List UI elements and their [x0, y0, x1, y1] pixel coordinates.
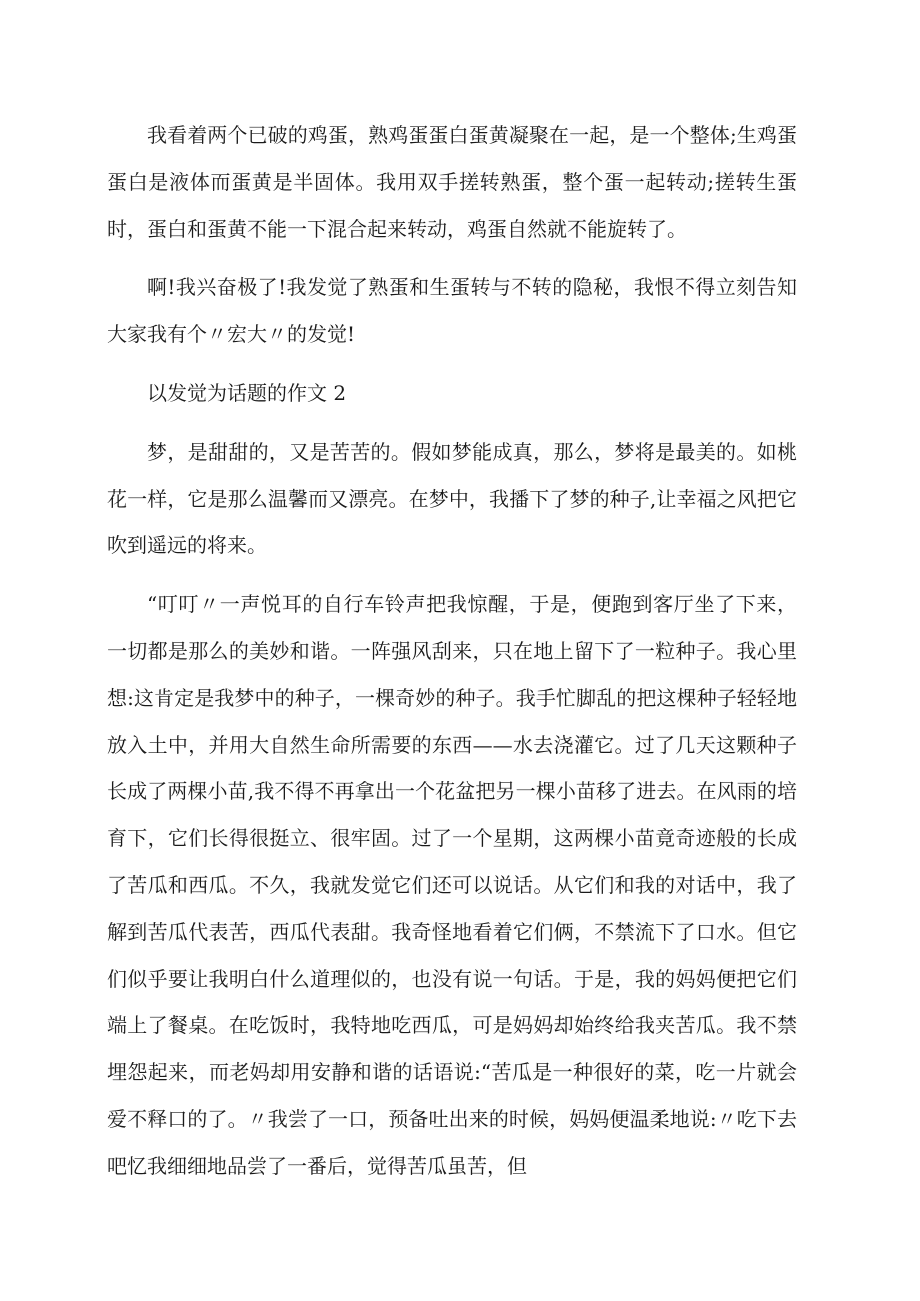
paragraph-dream-story: “叮叮〃一声悦耳的自行车铃声把我惊醒，于是，便跑到客厅坐了下来，一切都是那么的美妙和谐。一阵强风刮来，只在地上留下了一粒种子。我心里想:这肯定是我梦中的种子，一棵奇妙的种子。我手忙脚乱的把这棵种子轻轻地放入土中，并用大自然生命所需要的东西——水去浇灌它。过了几天这颗种子长成了两棵小苗,我不得不再拿出一个花盆把另一棵小苗移了进去。在风雨的培育下，它们长得很挺立、很牢固。过了一个星期，这两棵小苗竟奇迹般的长成了苦瓜和西瓜。不久，我就发觉它们还可以说话。从它们和我的对话中，我了解到苦瓜代表苦，西瓜代表甜。我奇怪地看着它们俩，不禁流下了口水。但它们似乎要让我明白什么道理似的，也没有说一句话。于是，我的妈妈便把它们端上了餐桌。在吃饭时，我特地吃西瓜，可是妈妈却始终给我夹苦瓜。我不禁埋怨起来，而老妈却用安静和谐的话语说:“苦瓜是一种很好的菜，吃一片就会爱不释口的了。〃我尝了一口，预备吐出来的时候，妈妈便温柔地说:〃吃下去吧忆我细细地品尝了一番后，觉得苦瓜虽苦，但	[107, 592, 797, 1178]
document-body	[107, 112, 797, 1202]
paragraph-eggs-observation: 我看着两个已破的鸡蛋，熟鸡蛋蛋白蛋黄凝聚在一起，是一个整体;生鸡蛋蛋白是液体而蛋黄是半固体。我用双手搓转熟蛋，整个蛋一起转动;搓转生蛋时，蛋白和蛋黄不能一下混合起来转动，鸡蛋自然就不能旋转了。	[107, 123, 797, 241]
essay-title: 以发觉为话题的作文 2	[147, 380, 347, 405]
paragraph-discovery-excitement: 啊!我兴奋极了!我发觉了熟蛋和生蛋转与不转的隐秘，我恨不得立刻告知大家我有个〃宏大〃的发觉!	[107, 275, 797, 347]
paragraph-dream-intro: 梦，是甜甜的，又是苦苦的。假如梦能成真，那么，梦将是最美的。如桃花一样，它是那么温馨而又漂亮。在梦中，我播下了梦的种子,让幸福之风把它吹到遥远的将来。	[107, 439, 797, 558]
